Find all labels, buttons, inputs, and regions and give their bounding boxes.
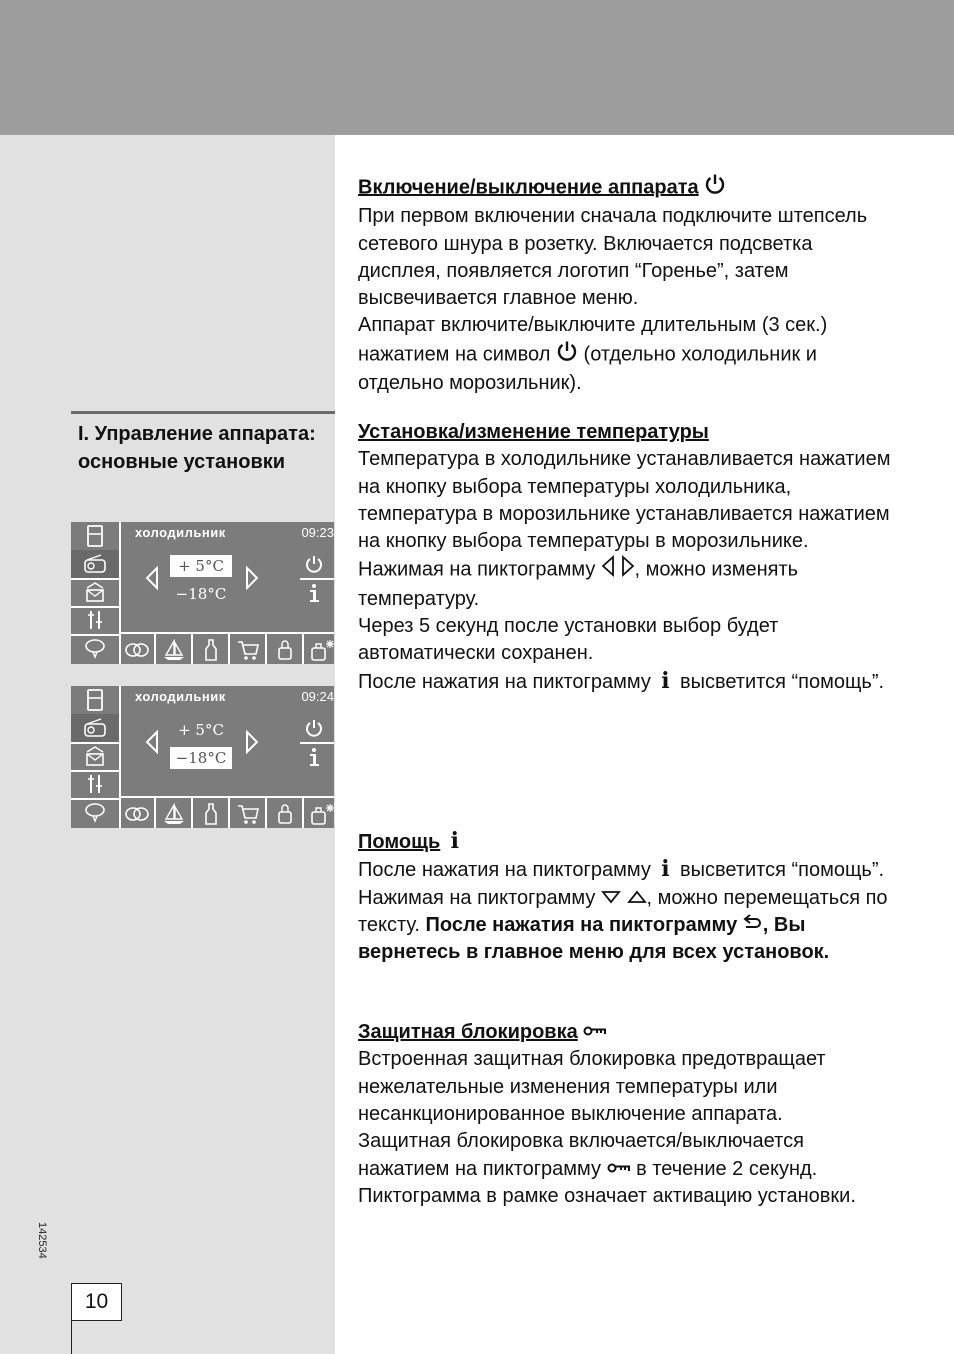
chat-icon <box>71 798 119 826</box>
help-paragraph-e: , Вы вернетесь в главное меню для всех установок. <box>358 913 830 964</box>
key-icon <box>583 1019 607 1046</box>
display-bottom-bar <box>119 632 334 664</box>
temperature-paragraph-4b: высветится “помощь”. <box>679 670 885 693</box>
info-icon: i <box>661 667 670 694</box>
help-paragraph-c: , можно перемещаться по тексту. <box>358 886 888 936</box>
display-bottom-bar <box>119 796 334 828</box>
holiday-icon[interactable] <box>156 798 193 828</box>
help-paragraph-d: После нажатия на пиктограмму <box>425 913 738 936</box>
section-lock <box>358 1019 898 1210</box>
top-banner <box>0 0 954 135</box>
section-rule <box>71 411 335 414</box>
child-lock-icon[interactable] <box>267 634 304 664</box>
display-title: холодильник <box>135 689 226 704</box>
power-icon[interactable] <box>304 718 324 743</box>
tools-icon <box>71 606 119 636</box>
temperature-paragraph-3: Через 5 секунд после установки выбор будет автоматически сохранен. <box>358 615 779 665</box>
fridge-icon <box>71 686 119 716</box>
power-icon <box>704 173 726 203</box>
display-sidebar <box>71 522 121 664</box>
tools-icon <box>71 770 119 800</box>
display-time: 09:23 <box>301 525 334 540</box>
eco-icon[interactable] <box>119 634 156 664</box>
child-lock-icon[interactable] <box>267 798 304 828</box>
mail-icon <box>71 578 119 608</box>
display-time: 09:24 <box>301 689 334 704</box>
shopping-cart-icon[interactable] <box>230 634 267 664</box>
fridge-temp[interactable]: + 5°C <box>178 721 224 739</box>
power-icon <box>556 340 578 370</box>
temperature-paragraph-1: Температура в холодильнике устанавливается нажатием на кнопку выбора температуры холодильника, температура в морозильнике устанавливается нажатием на кнопку выбора температуры в морозильнике. <box>358 448 891 553</box>
arrow-down-icon <box>601 885 621 912</box>
help-paragraph-b: высветится “помощь”. Нажимая на пиктограмму <box>358 859 885 909</box>
lock-paragraph-2b: в течение 2 секунд. <box>636 1157 818 1180</box>
radio-icon <box>71 714 119 744</box>
mail-icon <box>71 742 119 772</box>
display-title: холодильник <box>135 525 226 540</box>
section-title: I. Управление аппарата: основные установки <box>78 423 316 473</box>
display-divider <box>300 742 334 744</box>
heading-temperature: Установка/изменение температуры <box>358 421 709 443</box>
power-paragraph-1: При первом включении сначала подключите штепсель сетевого шнура в розетку. Включается подсветка дисплея, появляется логотип “Горенье”, затем высвечивается главное меню. <box>358 205 868 310</box>
temperature-paragraph-4a: После нажатия на пиктограмму <box>358 670 651 693</box>
radio-icon <box>71 550 119 580</box>
bottle-icon[interactable] <box>193 634 230 664</box>
info-icon: i <box>450 828 459 854</box>
power-icon[interactable] <box>304 554 324 579</box>
heading-lock: Защитная блокировка <box>358 1021 578 1043</box>
lock-paragraph-3: Пиктограмма в рамке означает активацию установки. <box>358 1184 856 1207</box>
bottle-icon[interactable] <box>193 798 230 828</box>
freezer-temp[interactable]: −18°C <box>170 747 232 769</box>
display-sidebar <box>71 686 121 828</box>
chat-icon <box>71 634 119 662</box>
section-power <box>358 173 898 397</box>
display-panel-2 <box>71 686 334 828</box>
display-panel-1 <box>71 522 334 664</box>
fridge-icon <box>71 522 119 552</box>
eco-icon[interactable] <box>119 798 156 828</box>
lock-paragraph-1: Встроенная защитная блокировка предотвращает нежелательные изменения температуры или несанкционированное выключение аппарата. <box>358 1048 826 1125</box>
arrow-right-icon <box>621 555 635 585</box>
power-paragraph-2b: (отдельно холодильник и отдельно морозильник). <box>358 343 817 395</box>
arrow-right-icon[interactable] <box>245 566 259 595</box>
temperature-paragraph-2b: , можно изменять температуру. <box>358 558 799 610</box>
fridge-temp[interactable]: + 5°C <box>170 555 232 577</box>
super-freeze-icon[interactable] <box>304 798 334 828</box>
section-help <box>358 828 898 967</box>
key-icon <box>607 1156 631 1183</box>
help-paragraph-a: После нажатия на пиктограмму <box>358 859 651 882</box>
back-icon <box>743 912 763 939</box>
heading-power: Включение/выключение аппарата <box>358 176 699 199</box>
arrow-left-icon[interactable] <box>145 566 159 595</box>
temperature-paragraph-2a: Нажимая на пиктограмму <box>358 558 596 581</box>
arrow-left-icon[interactable] <box>145 730 159 759</box>
info-icon[interactable] <box>304 582 324 609</box>
heading-help: Помощь <box>358 831 441 853</box>
holiday-icon[interactable] <box>156 634 193 664</box>
shopping-cart-icon[interactable] <box>230 798 267 828</box>
info-icon[interactable] <box>304 746 324 773</box>
power-paragraph-2a: Аппарат включите/выключите длительным (3 сек.) нажатием на символ <box>358 314 828 366</box>
arrow-left-icon <box>601 555 615 585</box>
page-number: 10 <box>71 1283 122 1321</box>
super-freeze-icon[interactable] <box>304 634 334 664</box>
document-id: 142534 <box>36 1222 48 1259</box>
info-icon: i <box>661 856 670 883</box>
lock-paragraph-2a: Защитная блокировка включается/выключается нажатием на пиктограмму <box>358 1130 804 1180</box>
display-divider <box>300 578 334 580</box>
arrow-right-icon[interactable] <box>245 730 259 759</box>
arrow-up-icon <box>627 885 647 912</box>
section-temperature <box>358 419 898 696</box>
page-number-rule <box>71 1320 72 1354</box>
freezer-temp[interactable]: −18°C <box>175 585 227 603</box>
